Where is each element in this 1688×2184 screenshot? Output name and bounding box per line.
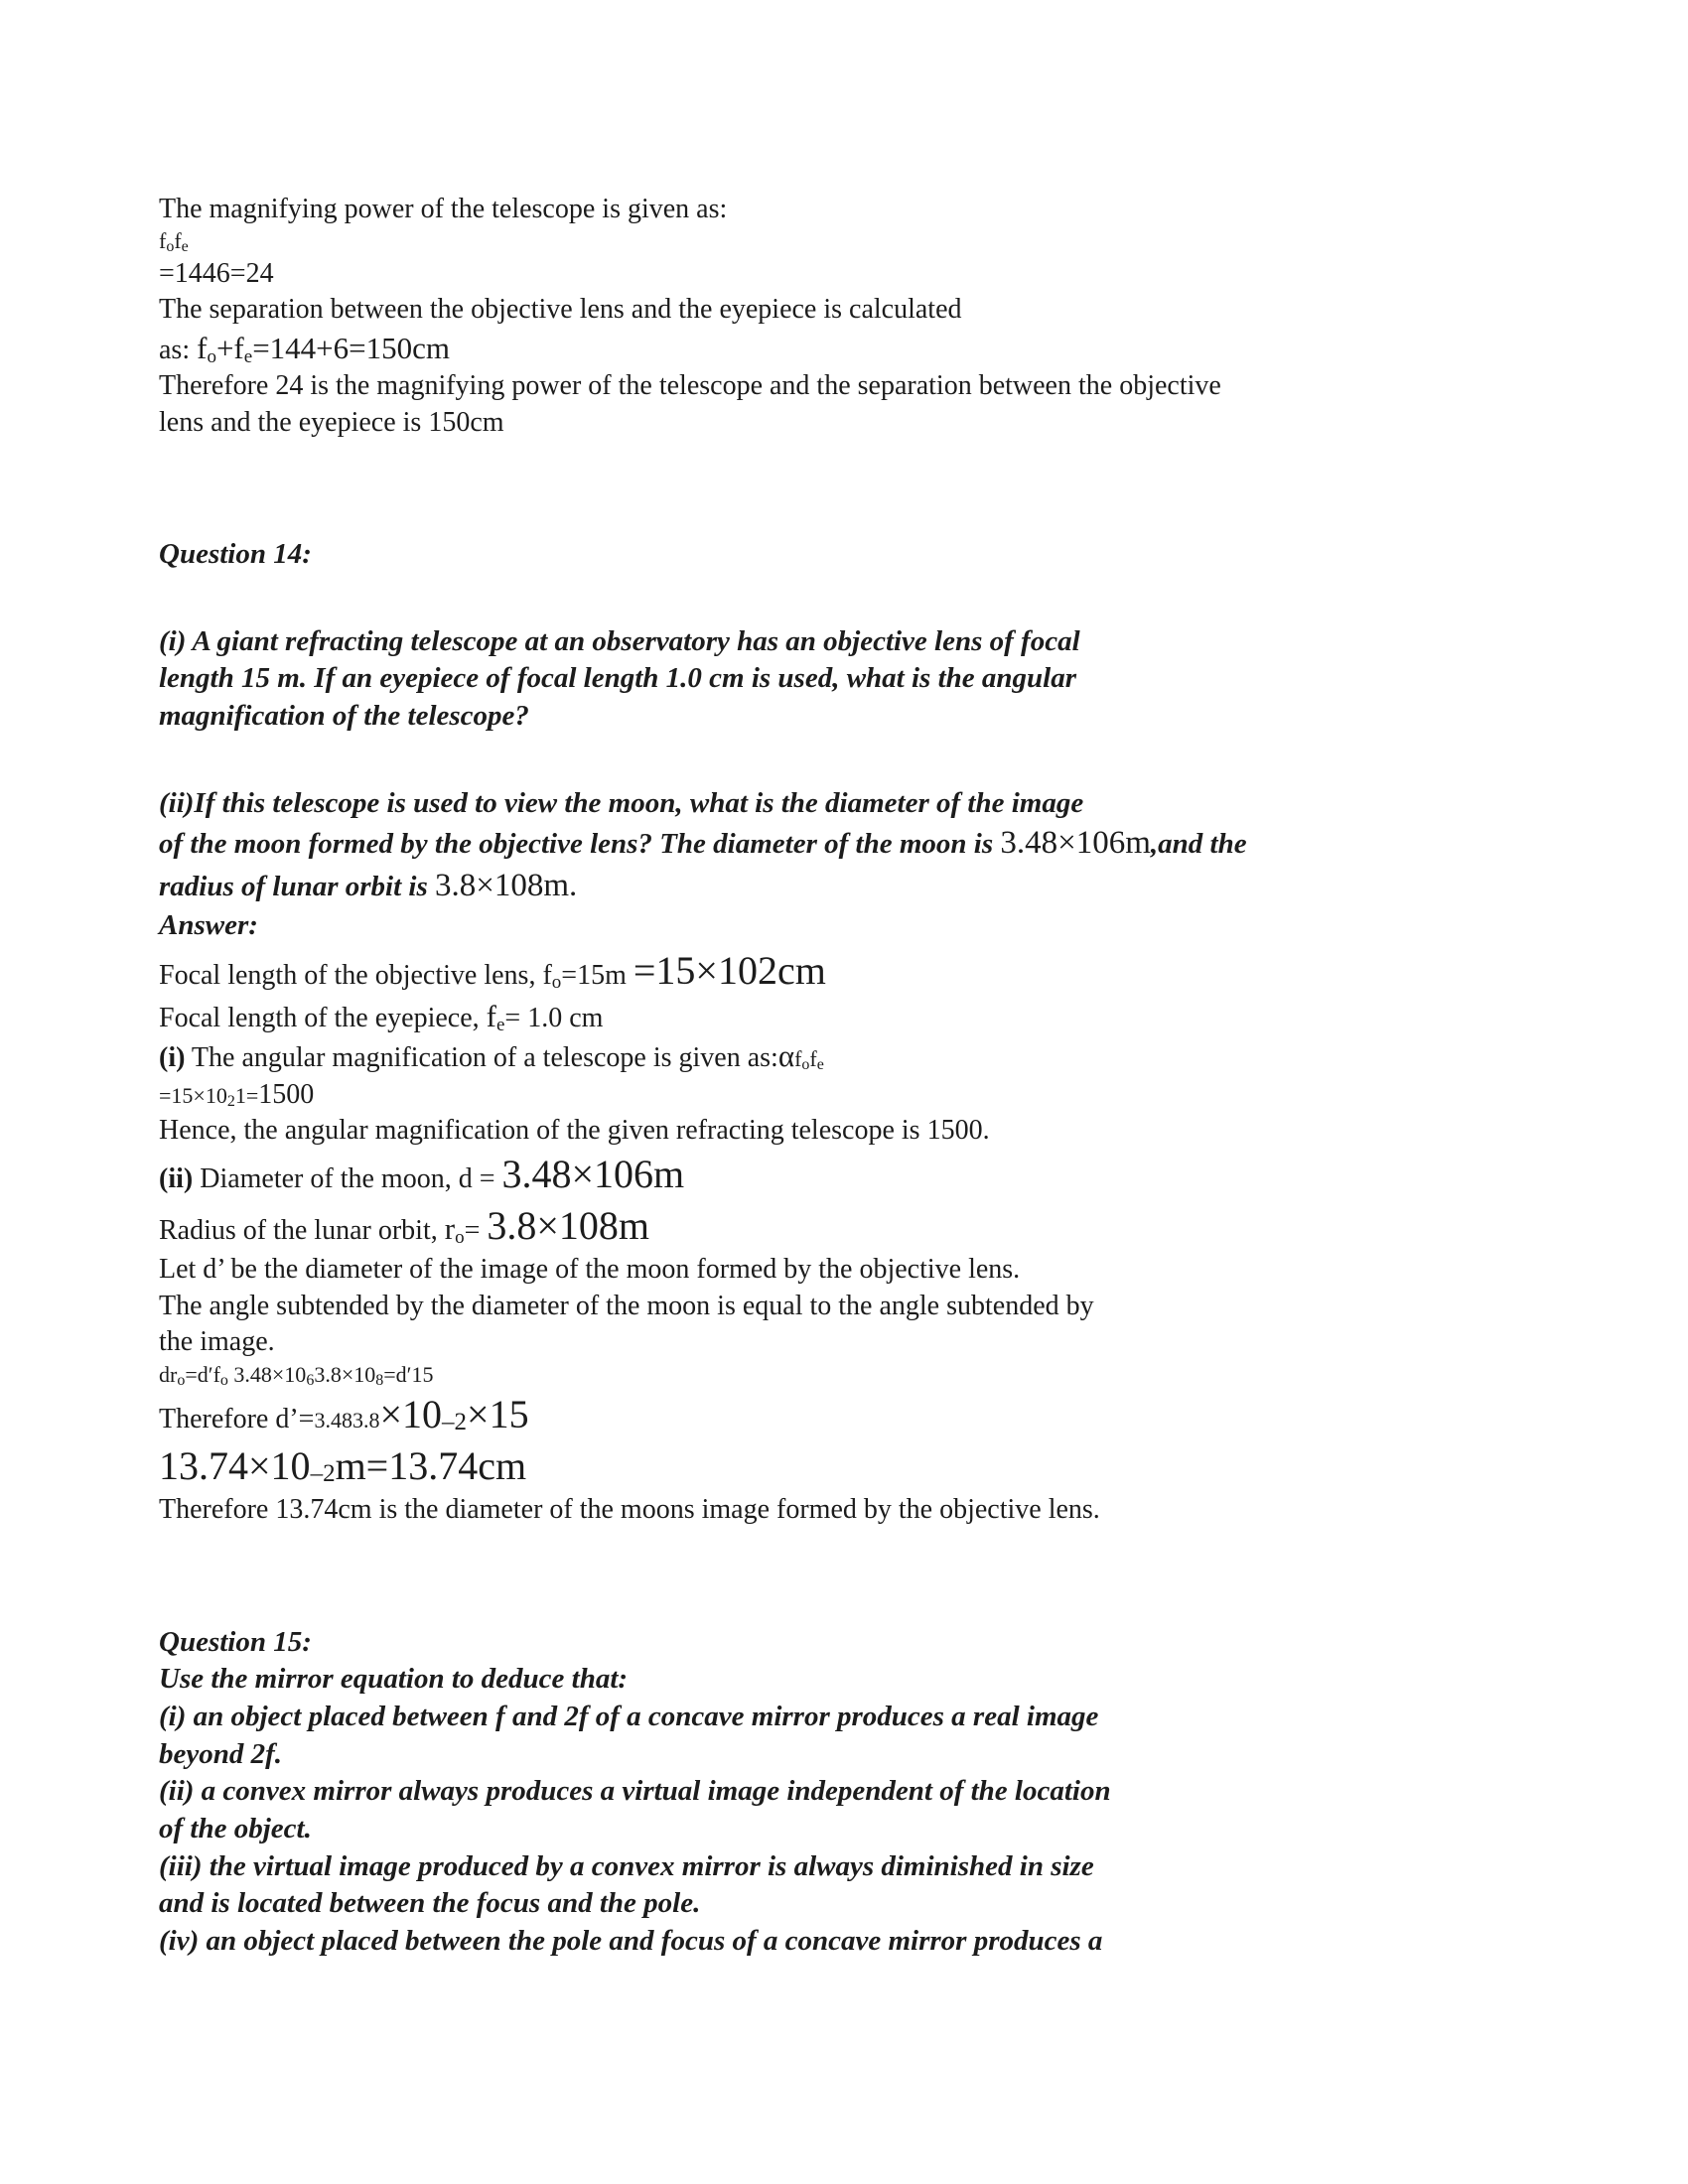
text-segment: =d: [383, 1361, 407, 1387]
magnification-conclusion: [159, 1113, 1569, 1149]
text-segment: e: [243, 345, 253, 367]
q14-part-i-line-2: [159, 660, 1569, 698]
angle-subtended-line-2: [159, 1324, 1569, 1360]
q15-part-iii-line-1: [159, 1848, 1569, 1886]
text-segment: (iii) the virtual image produced by a convex mirror is always diminished in size: [159, 1849, 1094, 1882]
text-segment: e: [181, 238, 189, 256]
moon-diameter-line: [159, 1149, 1569, 1200]
text-segment: =15×10: [159, 1082, 227, 1108]
angular-magnification-line: [159, 1036, 1569, 1076]
text-segment: =1446=24: [159, 257, 274, 289]
text-segment: 3.48×106m: [501, 1152, 685, 1197]
text-segment: Answer:: [159, 909, 258, 942]
text-segment: The separation between the objective lens and the eyepiece is calculated: [159, 294, 962, 326]
text-segment: ′15: [406, 1361, 434, 1387]
text-segment: =15×102cm: [633, 947, 826, 993]
text-segment: of the object.: [159, 1813, 312, 1844]
text-segment: radius of lunar orbit is: [159, 871, 436, 903]
text-segment: 3.483.8: [314, 1408, 380, 1433]
text-segment: (ii): [159, 1163, 194, 1195]
text-segment: Question 15:: [159, 1625, 312, 1658]
q14-part-ii-line-1: [159, 785, 1569, 823]
text-segment: (ii)If this telescope is used to view the moon, what is the diameter of the image: [159, 786, 1084, 819]
text-segment: the image.: [159, 1326, 275, 1358]
text-segment: f: [794, 1046, 802, 1072]
diameter-calc-line: [159, 1389, 1569, 1440]
text-segment: o: [207, 345, 216, 367]
text-segment: f: [159, 228, 167, 254]
text-segment: The magnifying power of the telescope is given as:: [159, 194, 728, 224]
text-segment: (i) A giant refracting telescope at an observatory has an objective lens of focal: [159, 624, 1080, 657]
text-segment: o: [455, 1227, 465, 1249]
separation-text: [159, 292, 1569, 328]
text-segment: ,and the: [1150, 828, 1247, 861]
text-segment: o: [801, 1056, 810, 1074]
q14-part-ii-line-2: [159, 822, 1569, 865]
focal-eyepiece-line: [159, 997, 1569, 1036]
text-segment: of the moon formed by the objective lens? The diameter of the moon is: [159, 828, 1001, 861]
text-segment: lens and the eyepiece is 150cm: [159, 406, 504, 438]
image-diameter-intro: [159, 1252, 1569, 1288]
text-segment: f: [174, 228, 182, 254]
text-segment: The angular magnification of a telescope is given as:: [185, 1042, 778, 1074]
text-segment: dr: [159, 1361, 178, 1387]
q15-part-i-line-2: [159, 1736, 1569, 1774]
text-segment: o: [551, 971, 562, 993]
text-segment: f: [809, 1046, 817, 1072]
text-segment: –2: [310, 1460, 336, 1488]
text-segment: Let d’ be the diameter of the image of the moon formed by the objective lens.: [159, 1254, 1021, 1286]
q15-part-ii-line-1: [159, 1773, 1569, 1811]
text-segment: o: [177, 1371, 186, 1389]
text-segment: –2: [442, 1409, 468, 1436]
formula-result-24: [159, 256, 1569, 292]
text-segment: 3.8×10: [314, 1361, 376, 1387]
text-segment: 1500: [258, 1078, 315, 1110]
text-segment: 3.48×106m: [1000, 825, 1151, 862]
text-segment: The angle subtended by the diameter of the moon is equal to the angle subtended by: [159, 1290, 1094, 1321]
answer-heading: [159, 907, 1569, 945]
text-segment: and is located between the focus and the pole.: [159, 1887, 701, 1920]
text-segment: ′f: [208, 1361, 220, 1387]
text-segment: r: [444, 1211, 456, 1247]
text-segment: 1=: [234, 1082, 259, 1108]
text-segment: as:: [159, 334, 198, 365]
angle-subtended-line-1: [159, 1289, 1569, 1324]
magnification-calc: [159, 1077, 1569, 1113]
text-segment: 3.8×108m.: [435, 868, 578, 904]
text-segment: o: [166, 238, 175, 256]
text-segment: magnification of the telescope?: [159, 700, 529, 732]
formula-fo-fe: [159, 227, 1569, 256]
text-segment: Radius of the lunar orbit,: [159, 1215, 445, 1247]
q15-intro: [159, 1661, 1569, 1699]
text-segment: (i): [159, 1042, 186, 1074]
text-segment: =15m: [561, 959, 633, 991]
text-segment: beyond 2f.: [159, 1737, 283, 1770]
diameter-conclusion: [159, 1492, 1569, 1528]
text-segment: e: [495, 1014, 505, 1035]
text-segment: 8: [375, 1371, 384, 1389]
text-segment: Therefore d’=: [159, 1404, 315, 1435]
q14-part-i-line-1: [159, 623, 1569, 661]
text-segment: Therefore 13.74cm is the diameter of the moons image formed by the objective lens.: [159, 1494, 1100, 1526]
text-segment: Focal length of the objective lens, f: [159, 959, 552, 991]
text-segment: length 15 m. If an eyepiece of focal length 1.0 cm is used, what is the angular: [159, 662, 1076, 695]
text-segment: (iv) an object placed between the pole and focus of a concave mirror produces a: [159, 1925, 1103, 1958]
text-segment: o: [219, 1371, 228, 1389]
text-segment: Question 14:: [159, 537, 312, 570]
conclusion-line-1: [159, 368, 1569, 404]
text-segment: m=13.74cm: [335, 1443, 527, 1489]
diameter-result-line: [159, 1440, 1569, 1492]
text-segment: Therefore 24 is the magnifying power of the telescope and the separation between the objective: [159, 370, 1221, 402]
diameter-ratio-formula: [159, 1361, 1569, 1390]
text-segment: 3.8×108m: [487, 1203, 650, 1249]
lunar-orbit-line: [159, 1200, 1569, 1252]
text-segment: ×15: [467, 1392, 529, 1437]
focal-objective-line: [159, 945, 1569, 997]
q15-part-iii-line-2: [159, 1885, 1569, 1923]
question-14-heading: [159, 536, 1569, 574]
q15-part-i-line-1: [159, 1699, 1569, 1736]
text-segment: =144+6=150cm: [252, 330, 451, 365]
magnifying-power-intro: [159, 192, 1569, 227]
text-segment: 13.74×10: [159, 1443, 311, 1489]
text-segment: f: [197, 330, 208, 365]
text-segment: Hence, the angular magnification of the given refracting telescope is 1500.: [159, 1115, 990, 1147]
text-segment: (i) an object placed between f and 2f of a concave mirror produces a real image: [159, 1700, 1099, 1732]
text-segment: f: [486, 998, 496, 1033]
text-segment: =d: [185, 1361, 209, 1387]
separation-formula: [159, 329, 1569, 368]
conclusion-line-2: [159, 405, 1569, 441]
text-segment: +f: [215, 330, 244, 365]
text-segment: 6: [306, 1371, 315, 1389]
q14-part-ii-line-3: [159, 865, 1569, 907]
question-15-heading: [159, 1624, 1569, 1662]
text-segment: =: [464, 1215, 488, 1247]
text-segment: α: [777, 1038, 795, 1074]
text-segment: Diameter of the moon, d =: [193, 1163, 502, 1195]
text-segment: Use the mirror equation to deduce that:: [159, 1663, 629, 1696]
text-segment: (ii) a convex mirror always produces a virtual image independent of the location: [159, 1775, 1111, 1808]
text-segment: = 1.0 cm: [504, 1002, 604, 1033]
text-segment: Focal length of the eyepiece,: [159, 1002, 487, 1033]
text-segment: 3.48×10: [227, 1361, 307, 1387]
text-segment: ×10: [379, 1392, 443, 1437]
q15-part-iv-line-1: [159, 1923, 1569, 1961]
q15-part-ii-line-2: [159, 1811, 1569, 1848]
text-segment: e: [816, 1056, 824, 1074]
q14-part-i-line-3: [159, 698, 1569, 736]
text-segment: 2: [226, 1092, 235, 1110]
